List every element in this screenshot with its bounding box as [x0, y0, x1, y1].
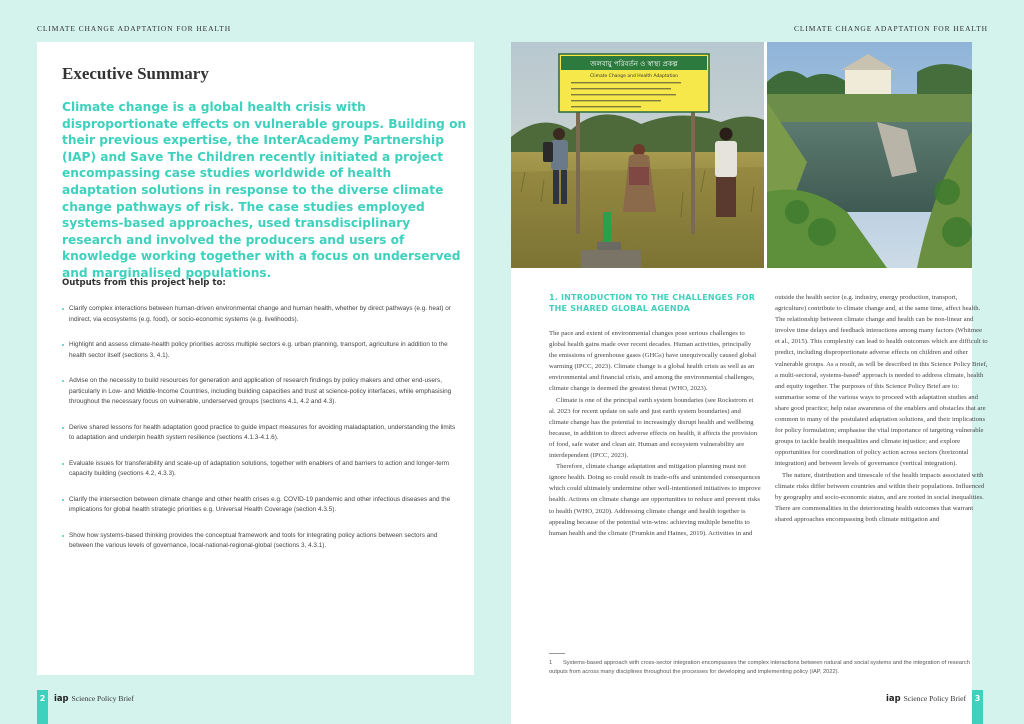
footnote [549, 659, 989, 677]
body-paragraph: Therefore, climate change adaptation and mitigation planning must not ignore health. Doing so could result in trade-offs and unintended consequences which could ultimately undermine other well-intentioned initiatives to improve health. Actions on climate change are opportunities to reduce and prevent risks to health (WHO, 2020). Addressing climate change and health together is appealing because of the potential win-wins: achieving multiple benefits to human health and the climate (Frumkin and Haines, 2019). Activities in and [549, 463, 761, 537]
page-title: Executive Summary [62, 64, 209, 83]
footer-label: Science Policy Brief [903, 694, 966, 703]
page-number-left: 2 [39, 694, 46, 703]
list-item: Highlight and assess climate-health policy priorities across multiple sectors e.g. urban planning, transport, agriculture in addition to the health sector itself (sections 3, 4.1). [62, 340, 462, 361]
column-right [775, 292, 988, 525]
iap-logo: iap [886, 693, 901, 703]
body-paragraph: The nature, distribution and timescale of the health impacts associated with climate risks differ between countries and within their populations. Influenced by geography and socio-economic status, and are rooted in social inequalities. There are commonalities in the deteriorating health outcomes that warrant shared approaches encompassing both climate mitigation and [775, 471, 985, 523]
sign-subtitle: Climate Change and Health Adaptation [589, 74, 679, 79]
footnote-text: Systems-based approach with cross-sector integration encompasses the complex interactions between natural and social systems and the integration of research outputs from across many disciplines throughout the processes for developing and implementing policy (IAP, 2022). [549, 660, 970, 675]
list-item: Clarify complex interactions between human-driven environmental change and human health, whether by direct pathways (e.g. heat) or indirect, via ecosystems (e.g. food), or socio-economic systems (e.g. livelihoods). [62, 304, 462, 325]
footer-right [886, 693, 966, 703]
column-left [549, 292, 761, 539]
section-heading: 1. INTRODUCTION TO THE CHALLENGES FOR THE SHARED GLOBAL AGENDA [549, 293, 756, 313]
list-item: Derive shared lessons for health adaptation good practice to guide impact measures for avoiding maladaptation, understanding the limits to adaptation and underpin health system resilience (sections 4.1.3-4.1.6). [62, 423, 462, 444]
list-item: Clarify the intersection between climate change and other health crises e.g. COVID-19 pandemic and other infectious diseases and the implications for global health strategic priorities e.g. Universal Health Coverage (section 4.3.5). [62, 495, 462, 516]
list-item: Show how systems-based thinking provides the conceptual framework and tools for integrating policy actions between sectors and between the various levels of governance, local-national-regional-global (sections 3, 4.3.1). [62, 531, 462, 552]
iap-logo: iap [54, 693, 69, 703]
body-paragraph: Climate is one of the principal earth system boundaries (see Rockstrom et al. 2023 for recent update on safe and just earth system boundaries) and climate change has the potential to increasingly disrupt health and wellbeing because, in addition to direct adverse effects on health, it affects the provision of food, safe water and clean air. Human and ecosystem vulnerability are interdependent (IPCC, 2023). [549, 396, 758, 460]
list-item: Advise on the necessity to build resources for generation and application of research findings by policy makers and other end-users, particularly in Low- and Middle-Income Countries, including building capacities and trust at science-policy interfaces, while emphasising throughout the necessary focus on vulnerable, underserved groups (sections 4.1, 4.2 and 4.3). [62, 376, 462, 408]
sign-title: জলবায়ু পরিবর্তন ও স্বাস্থ্য প্রকল্প [590, 60, 678, 68]
list-item: Evaluate issues for transferability and scale-up of adaptation solutions, together with enablers of and barriers to action and longer-term capacity building (sections 4.2, 4.3.3). [62, 459, 462, 480]
waterway-photo [767, 42, 972, 268]
right-page [511, 42, 988, 724]
footer-label: Science Policy Brief [71, 694, 134, 703]
body-paragraph: The pace and extent of environmental changes pose serious challenges to global health gains made over recent decades. Human activities, principally the emissions of greenhouse gases (GHGs) have unequivocally caused global warming (IPCC, 2023). Climate change is a global health crisis as well as an environmental and financial crisis, and among the environmental challenges, climate change is deemed the greatest threat (WHO, 2023). [549, 330, 757, 393]
running-head-right: CLIMATE CHANGE ADAPTATION FOR HEALTH [793, 24, 988, 33]
running-head-left: CLIMATE CHANGE ADAPTATION FOR HEALTH [37, 24, 232, 33]
field-visit-photo [511, 42, 764, 268]
footer-left [54, 693, 134, 703]
footnote-divider [549, 653, 565, 654]
outputs-list [62, 304, 462, 567]
outputs-heading: Outputs from this project help to: [62, 278, 226, 288]
lead-paragraph: Climate change is a global health crisis with disproportionate effects on vulnerable groups. Building on their previous expertise, the InterAcademy Partnership (IAP) and Save The Children recently initiated a project encompassing case studies worldwide of health adaptation solutions in response to the diverse climate change pathways of risk. The case studies employed systems-based approaches, used transdisciplinary research and involved the producers and users of knowledge working together with a focus on underserved and marginalised populations. [62, 100, 467, 280]
left-page [37, 42, 474, 675]
footnote-number: 1 [549, 660, 553, 666]
body-paragraph: outside the health sector (e.g. industry, energy production, transport, agriculture) contribute to climate change and, at the same time, affect health. The relationship between climate change and health can be non-linear and involve time delays and feedback interactions among many factors (Whitmee et al., 2015). This complexity can lead to health outcomes which are difficult to predict, including disproportionate adverse effects on children and other vulnerable groups. As a result, as will be described in this Science Policy Brief, a multi-sectoral, systems-based¹ approach is needed to address climate, health and equity together. The purposes of this Science Policy Brief are to: summarise some of the various ways to proceed with adaptation studies and share good practice; help raise awareness of the enablers and obstacles that are common to many of the postulated adaptation solutions, and their implications for policy formulation; emphasise the vital importance of targeting vulnerable groups to tackle health inequalities and climate injustice; and explore opportunities for coordination of policy action across sectors (horizontal integration) and between levels of governance (vertical integration). [775, 294, 988, 468]
page-number-right: 3 [974, 694, 981, 703]
